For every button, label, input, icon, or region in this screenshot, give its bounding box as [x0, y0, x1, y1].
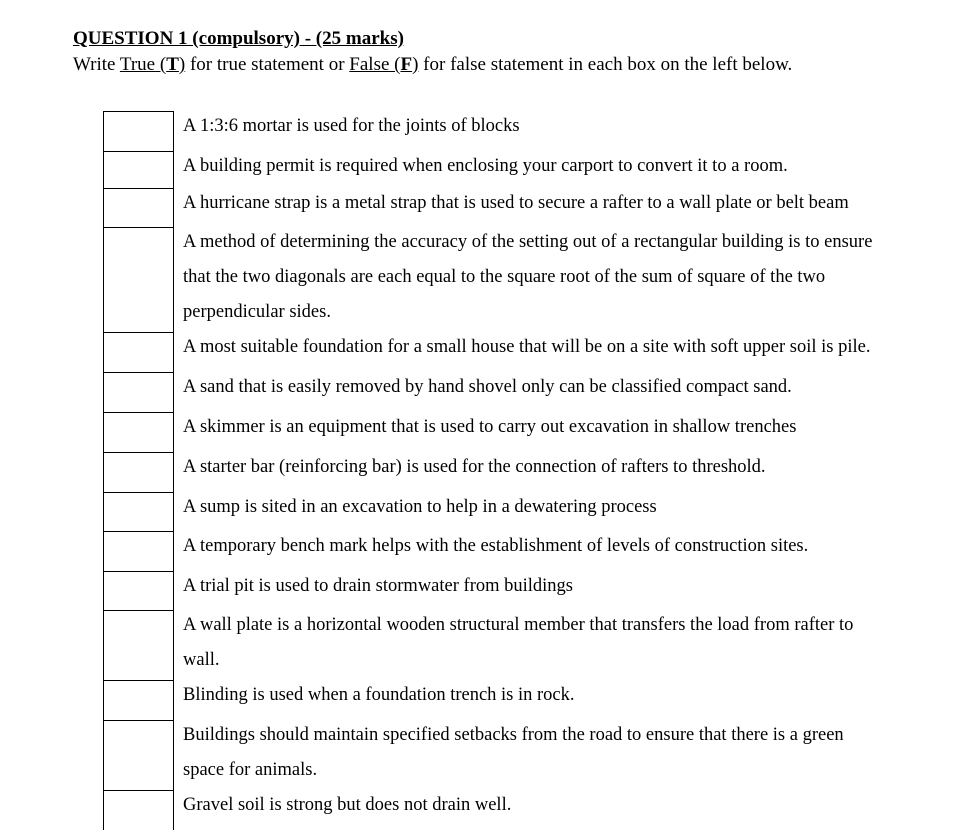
answer-box[interactable] [104, 572, 174, 611]
answer-box[interactable] [104, 681, 174, 721]
statement-row [104, 791, 873, 830]
statement-text [174, 228, 873, 333]
statement-line: A trial pit is used to drain stormwater from buildings [183, 575, 573, 596]
statement-line: that the two diagonals are each equal to the square root of the sum of square of the two [183, 266, 826, 287]
statement-row [104, 373, 873, 413]
statement-row [104, 611, 873, 681]
statement-text [174, 681, 873, 721]
statement-row [104, 333, 873, 373]
instruction-false: False (F) [349, 54, 419, 75]
statement-line: A skimmer is an equipment that is used to carry out excavation in shallow trenches [183, 416, 797, 437]
instruction-post: for false statement in each box on the left below. [418, 54, 793, 75]
statement-row [104, 681, 873, 721]
statement-text [174, 333, 873, 373]
answer-box[interactable] [104, 189, 174, 228]
statement-line: Buildings should maintain specified setbacks from the road to ensure that there is a green [183, 724, 844, 745]
statement-line: A starter bar (reinforcing bar) is used for the connection of rafters to threshold. [183, 456, 766, 477]
answer-box[interactable] [104, 413, 174, 453]
statement-text [174, 493, 873, 532]
statement-text [174, 152, 873, 189]
statement-line: A method of determining the accuracy of the setting out of a rectangular building is to ensure [183, 231, 873, 252]
statement-line: perpendicular sides. [183, 301, 331, 322]
statements-table [103, 111, 873, 830]
statement-line: Blinding is used when a foundation trench is in rock. [183, 684, 575, 705]
statement-line: A sand that is easily removed by hand shovel only can be classified compact sand. [183, 376, 792, 397]
statement-row [104, 532, 873, 572]
answer-box[interactable] [104, 228, 174, 333]
statement-text [174, 373, 873, 413]
statement-row [104, 493, 873, 532]
statement-line: A wall plate is a horizontal wooden structural member that transfers the load from rafter to [183, 614, 854, 635]
statement-row [104, 189, 873, 228]
answer-box[interactable] [104, 453, 174, 493]
statement-line: wall. [183, 649, 220, 670]
statement-text [174, 413, 873, 453]
instruction-mid: for true statement or [185, 54, 350, 75]
statement-text [174, 112, 873, 152]
statement-line: A hurricane strap is a metal strap that is used to secure a rafter to a wall plate or belt beam [183, 192, 849, 213]
statement-line: A building permit is required when enclosing your carport to convert it to a room. [183, 155, 788, 176]
statement-line: space for animals. [183, 759, 318, 780]
statement-line: A temporary bench mark helps with the establishment of levels of construction sites. [183, 535, 809, 556]
statement-line: A sump is sited in an excavation to help in a dewatering process [183, 496, 657, 517]
statement-text [174, 572, 873, 611]
statement-text [174, 611, 873, 681]
instruction-true: True (T) [119, 54, 186, 75]
statement-row [104, 453, 873, 493]
statement-text [174, 791, 873, 830]
question-instructions [73, 53, 792, 77]
statement-text [174, 453, 873, 493]
answer-box[interactable] [104, 791, 174, 830]
statement-row [104, 721, 873, 791]
answer-box[interactable] [104, 721, 174, 791]
statement-row [104, 228, 873, 333]
answer-box[interactable] [104, 493, 174, 532]
statement-row [104, 572, 873, 611]
statement-text [174, 721, 873, 791]
instruction-pre: Write [73, 54, 120, 75]
answer-box[interactable] [104, 152, 174, 189]
answer-box[interactable] [104, 611, 174, 681]
statement-line: A most suitable foundation for a small house that will be on a site with soft upper soil is pile. [183, 336, 871, 357]
statement-text [174, 189, 873, 228]
statement-line: A 1:3:6 mortar is used for the joints of blocks [183, 115, 520, 136]
answer-box[interactable] [104, 112, 174, 152]
statement-text [174, 532, 873, 572]
question-title: QUESTION 1 (compulsory) - (25 marks) [73, 28, 404, 49]
answer-box[interactable] [104, 532, 174, 572]
statement-row [104, 152, 873, 189]
answer-box[interactable] [104, 373, 174, 413]
statement-row [104, 112, 873, 152]
statement-line: Gravel soil is strong but does not drain well. [183, 794, 512, 815]
answer-box[interactable] [104, 333, 174, 373]
statement-row [104, 413, 873, 453]
